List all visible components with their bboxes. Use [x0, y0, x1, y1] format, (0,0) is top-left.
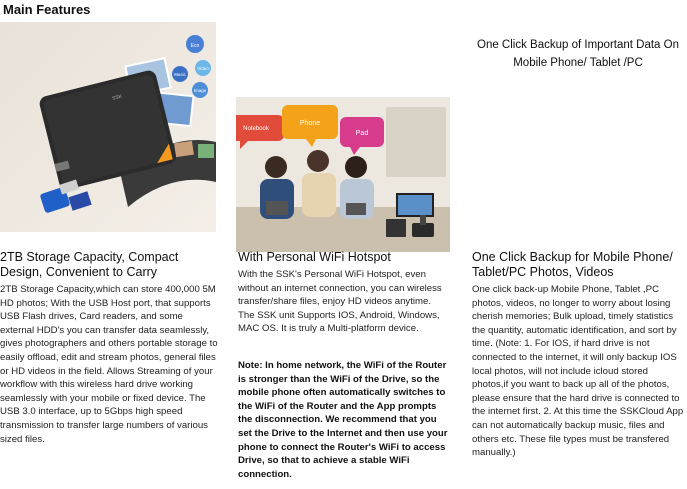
- backup-description: One click back-up Mobile Phone, Tablet ,PC photos, videos, no longer to worry about losing cherish memories; Bulk upload, timely statistics the quantity, automatic identification, and sort by time. (Note: 1. For IOS, if hard drive is not connected to the internet, it will only backup IOS local photos, will not include icloud stored photos,if you want to back up all of the photos, please ensure that the hard drive is connected to the internet first. 2. At this time the SSKCloud App can not automatically backup music, files and others etc. These file types must be transfered manually.): [472, 284, 684, 459]
- storage-description: 2TB Storage Capacity,which can store 400,000 5M HD photos; With the USB Host port, that supports USB Flash drives, Card readers, and some external HDD's you can transfer data seamlessly, gives photographers and others portable storage to easily offload, edit and stream photos, general files or HD videos in the field. Allows Streaming of your workflow with this wireless hard drive working seamlessly with your mobile or fixed device. The USB 3.0 interface, up to 5Gbps high speed transmission to transfer large numbers of various sized files.: [0, 284, 218, 445]
- feature-wifi-hotspot: [236, 22, 450, 480]
- wifi-description: With the SSK's Personal WiFi Hotspot, even without an internet connection, you can wireless transfer/share files, enjoy HD videos anytime. The SSK unit Supports IOS, Android, Windows, MAC OS. It is truly a Multi-platform device.: [238, 269, 442, 335]
- svg-text:Phone: Phone: [299, 120, 321, 127]
- backup-product-image: [470, 22, 686, 232]
- storage-title: 2TB Storage Capacity, Compact Design, Convenient to Carry: [0, 250, 179, 279]
- svg-text:Eco: Eco: [190, 43, 200, 49]
- wifi-title: With Personal WiFi Hotspot: [238, 250, 391, 264]
- wifi-note: Note: In home network, the WiFi of the Router is stronger than the WiFi of the Drive, so the mobile phone often automatically switches to the WiFi of the Router and the App prompts the disconnection. We recommend that you set the Drive to the Internet and then use your phone to connect the Router's WiFi to access Drive, so that to achieve a stable WiFi connection.: [238, 360, 448, 480]
- svg-text:Pad: Pad: [355, 130, 369, 137]
- svg-text:Image: Image: [193, 88, 207, 93]
- feature-storage: [0, 22, 218, 445]
- section-heading: Main Features: [3, 2, 91, 17]
- backup-title: One Click Backup for Mobile Phone/ Tablet/PC Photos, Videos: [472, 250, 673, 279]
- svg-text:Notebook: Notebook: [243, 126, 269, 132]
- family-hotspot-image: [236, 97, 450, 252]
- storage-product-image: [0, 22, 216, 232]
- svg-text:SSK: SSK: [111, 93, 123, 102]
- svg-text:Music: Music: [174, 72, 186, 77]
- svg-text:SSK: SSK: [616, 140, 627, 149]
- svg-text:Video: Video: [197, 66, 209, 71]
- feature-backup: [470, 22, 686, 459]
- backup-image-title: One Click Backup of Important Data On Mobile Phone/ Tablet /PC: [477, 39, 679, 69]
- svg-text:One-click Backup: One-click Backup: [605, 111, 661, 118]
